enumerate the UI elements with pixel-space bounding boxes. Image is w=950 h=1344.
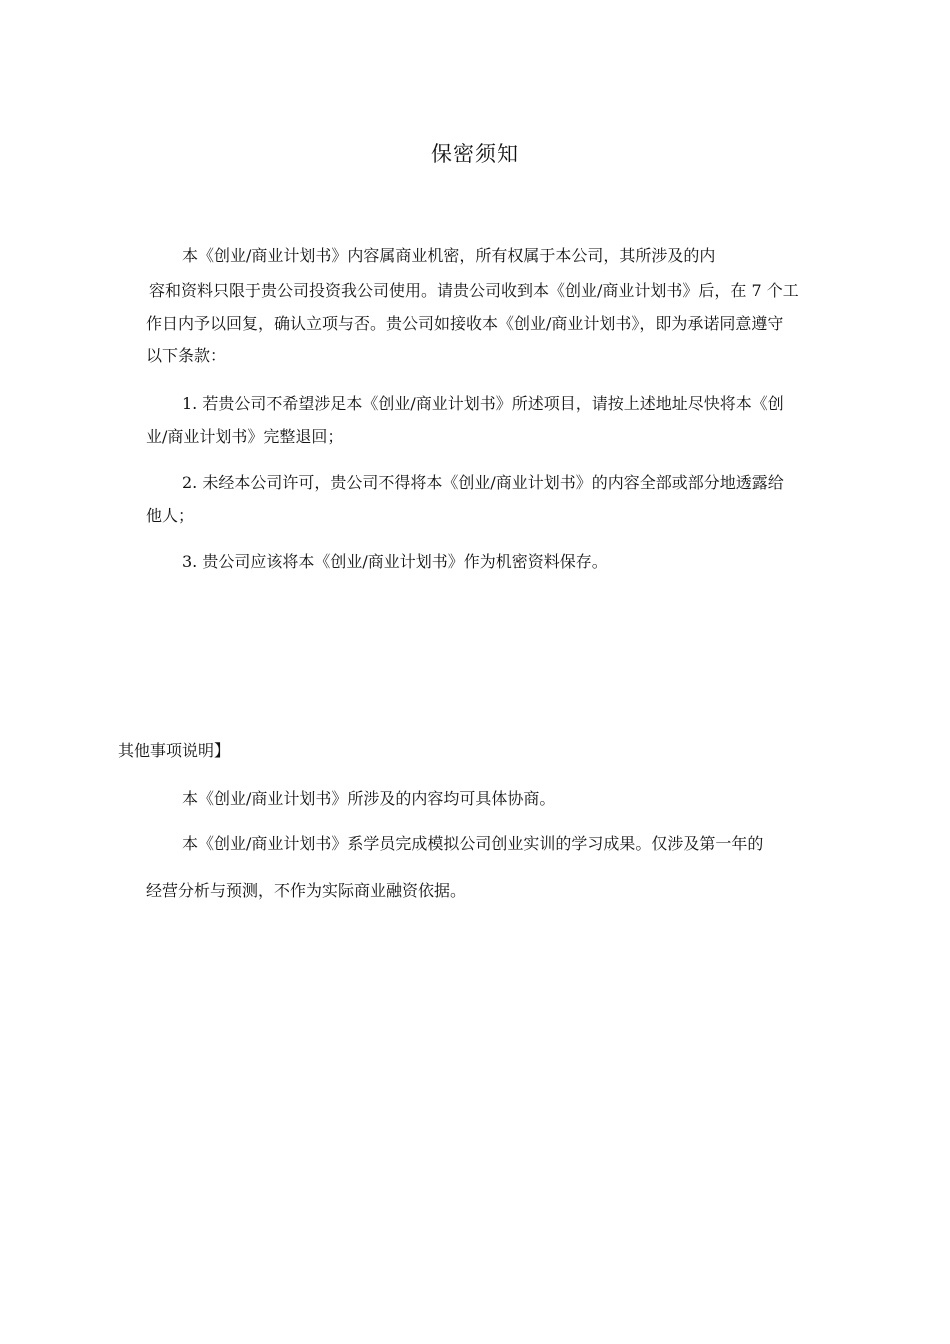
intro-line-3: 作日内予以回复，确认立项与否。贵公司如接收本《创业/商业计划书》，即为承诺同意遵守 bbox=[146, 314, 784, 333]
intro-line-2: 容和资料只限于贵公司投资我公司使用。请贵公司收到本《创业/商业计划书》后，在 7 个工 bbox=[149, 281, 799, 300]
term-3-line-1: 3. 贵公司应该将本《创业/商业计划书》作为机密资料保存。 bbox=[182, 552, 608, 571]
term-1-line-2: 业/商业计划书》完整退回； bbox=[146, 427, 344, 446]
other-paragraph-2-line-1: 本《创业/商业计划书》系学员完成模拟公司创业实训的学习成果。仅涉及第一年的 bbox=[182, 834, 764, 853]
notice-title: 保密须知 bbox=[431, 142, 519, 166]
other-paragraph-1: 本《创业/商业计划书》所涉及的内容均可具体协商。 bbox=[182, 789, 556, 808]
other-paragraph-2-line-2: 经营分析与预测，不作为实际商业融资依据。 bbox=[146, 881, 467, 900]
term-1-line-1: 1. 若贵公司不希望涉足本《创业/商业计划书》所述项目，请按上述地址尽快将本《创 bbox=[182, 394, 784, 413]
term-2-line-1: 2. 未经本公司许可，贵公司不得将本《创业/商业计划书》的内容全部或部分地透露给 bbox=[182, 473, 784, 492]
intro-line-4: 以下条款： bbox=[146, 346, 227, 365]
other-heading: 其他事项说明】 bbox=[118, 741, 231, 760]
term-2-line-2: 他人； bbox=[146, 506, 195, 525]
intro-line-1: 本《创业/商业计划书》内容属商业机密，所有权属于本公司，其所涉及的内 bbox=[182, 246, 716, 265]
